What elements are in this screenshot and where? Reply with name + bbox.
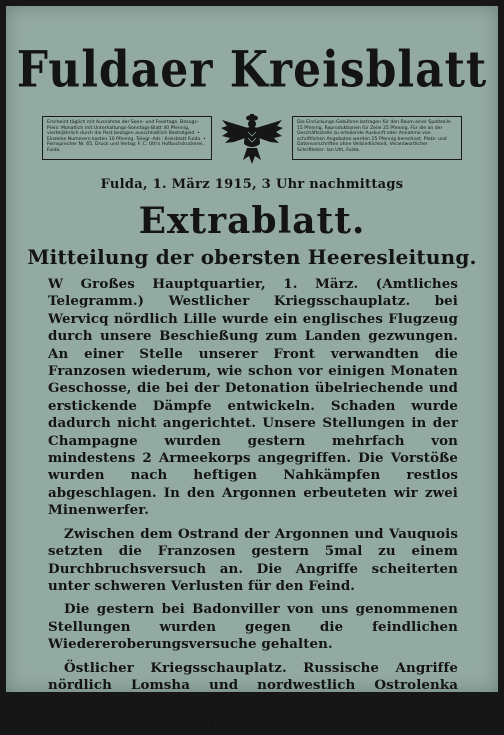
subscription-info-box: Erscheint täglich mit Ausnahme der Sonn- und Feiertage. Bezugs-Preis: Monatlich mit Unterhaltungs-Sonntags-Blatt 40 Pfennig, vierteljährlich durch die Post bezogen ausschließlich Bestellgeld. • Einzelne Nummern kosten 10 Pfennig. Telegr.-Adr.: Kreisblatt Fulda. • Fernsprecher Nr. 65. Druck und Verlag: F. C. Uth's Hofbuchdruckerei, Fulda. [42, 116, 212, 160]
subheadline: Mitteilung der obersten Heeresleitung. [27, 245, 477, 269]
imperial-eagle-icon [219, 110, 285, 166]
dateline: Fulda, 1. März 1915, 3 Uhr nachmittags [100, 177, 404, 192]
paragraph-argonnen: Zwischen dem Ostrand der Argonnen und Vauquois setzten die Franzosen gestern 5mal zu einem Durchbruchsversuch an. Die Angriffe scheiterten unter schweren Verlusten für den Feind. [48, 525, 458, 594]
paragraph-western-front: W Großes Hauptquartier, 1. März. (Amtliches Telegramm.) Westlicher Kriegsschauplatz. bei Wervicq nördlich Lille wurde ein englisches Flugzeug durch unsere Beschießung zum Landen gezwungen. An einer Stelle unserer Front verwandten die Franzosen wiederum, wie schon vor einigen Monaten Geschosse, die bei der Detonation übelriechende und erstickende Dämpfe entwickeln. Schaden wurde dadurch nicht angerichtet. Unsere Stellungen in der Champagne wurden gestern mehrfach von mindestens 2 Armeekorps angegriffen. Die Vorstöße wurden nach heftigen Nahkämpfen restlos abgeschlagen. In den Argonnen erbeuteten wir zwei Minenwerfer. [48, 276, 458, 519]
paragraph-badonviller: Die gestern bei Badonviller von uns genommenen Stellungen wurden gegen die feindlichen Wiedereroberungsversuche gehalten. [48, 601, 458, 653]
newspaper-sheet [6, 6, 498, 734]
article-body [48, 276, 458, 735]
masthead-title: Fuldaer Kreisblatt [16, 41, 488, 99]
paragraph-closing: Sonst nichts wesentliches. [64, 717, 266, 734]
headline: Extrablatt. [138, 200, 366, 242]
advertising-info-box: Die Einrückungs-Gebühren betragen für den Raum einer Spaltzeile 15 Pfennig, Reproduktionen für Zeile 25 Pfennig. Für die an der Geschäftsstelle zu erteilende Auskunft oder Annahme von schriftlichen Angeboten werden 25 Pfennig berechnet. Platz- und Datenvorschriften ohne Verbindlichkeit. Verantwortlicher Schriftleiter: Ian Uth, Fulda. [292, 116, 462, 160]
paragraph-eastern-front: Östlicher Kriegsschauplatz. Russische Angriffe nördlich Lomsha und nordwestlich Ostrolenka wurden abgewiesen. [48, 659, 458, 711]
